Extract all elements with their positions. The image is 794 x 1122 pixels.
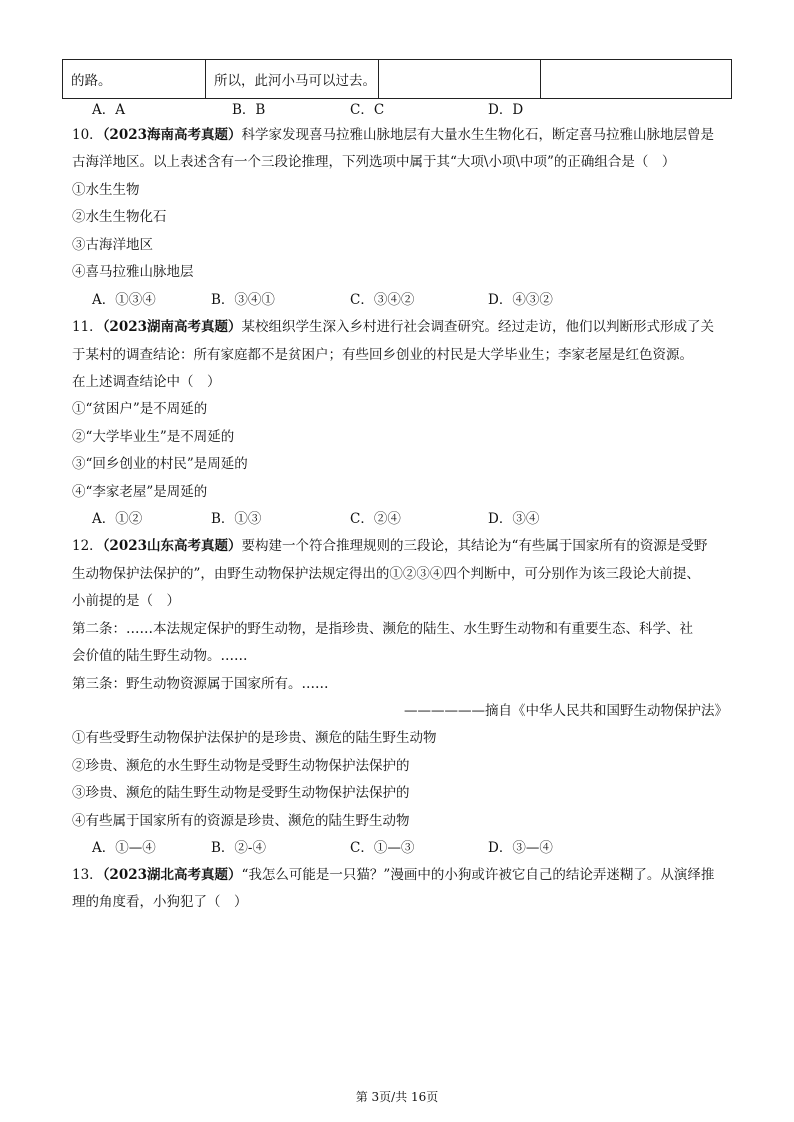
table-cell: 的路。: [63, 60, 206, 99]
option-b: B．B: [232, 102, 266, 118]
q11-stem-line1: [72, 318, 714, 336]
q12-item-4: ④有些属于国家所有的资源是珍贵、濒危的陆生野生动物: [72, 813, 410, 829]
option-d: D．D: [488, 102, 524, 118]
q13-stem-line1: [72, 866, 714, 884]
q11-stem-line2: 于某村的调查结论：所有家庭都不是贫困户；有些回乡创业的村民是大学毕业生；李家老屋是红色资源。: [72, 347, 693, 363]
question-text: 科学家发现喜马拉雅山脉地层有大量水生生物化石，断定喜马拉雅山脉地层曾是: [241, 127, 715, 143]
option-c: C．③④②: [350, 292, 415, 308]
page-footer: 第 3页/共 16页: [355, 1090, 439, 1104]
option-c: C．C: [350, 102, 385, 118]
q12-citation: ——————摘自《中华人民共和国野生动物保护法》: [404, 703, 728, 719]
q12-item-3: ③珍贵、濒危的陆生野生动物是受野生动物保护法保护的: [72, 785, 410, 801]
option-b: B．①③: [211, 511, 262, 527]
option-d: D．③—④: [488, 840, 553, 856]
q12-law-line3: 第三条：野生动物资源属于国家所有。……: [72, 676, 329, 692]
option-b: B．②-④: [211, 840, 266, 856]
option-a: A．①③④: [92, 292, 156, 308]
previous-question-table: [62, 59, 732, 99]
option-a: A．①②: [92, 511, 143, 527]
q11-item-4: ④“李家老屋”是周延的: [72, 484, 208, 500]
q10-item-1: ①水生生物: [72, 182, 140, 198]
table-cell: [541, 60, 732, 99]
option-d: D．④③②: [488, 292, 553, 308]
q12-item-1: ①有些受野生动物保护法保护的是珍贵、濒危的陆生野生动物: [72, 730, 437, 746]
question-text: 要构建一个符合推理规则的三段论，其结论为“有些属于国家所有的资源是受野: [241, 538, 708, 554]
q12-stem-line1: [72, 537, 707, 555]
q11-item-1: ①“贫困户”是不周延的: [72, 401, 208, 417]
question-source: （2023湖北高考真题）: [102, 867, 242, 883]
q10-item-2: ②水生生物化石: [72, 209, 167, 225]
question-source: （2023湖南高考真题）: [102, 319, 242, 335]
q11-item-2: ②“大学毕业生”是不周延的: [72, 429, 235, 445]
q12-law-line2: 会价值的陆生野生动物。……: [72, 648, 248, 664]
q10-item-3: ③古海洋地区: [72, 237, 153, 253]
q12-stem-line3: 小前提的是（ ）: [72, 593, 180, 609]
question-source: （2023海南高考真题）: [102, 127, 242, 143]
q12-stem-line2: 生动物保护法保护的”，由野生动物保护法规定得出的①②③④四个判断中，可分别作为该三段论大前提、: [72, 566, 700, 582]
option-a: A．①—④: [92, 840, 156, 856]
option-b: B．③④①: [211, 292, 275, 308]
question-number: 12．: [72, 538, 103, 554]
table-cell: 所以，此河小马可以过去。: [206, 60, 379, 99]
q10-stem-line2: 古海洋地区。以上表述含有一个三段论推理，下列选项中属于其“大项\小项\中项”的正确组合是（ ）: [72, 154, 676, 170]
q12-item-2: ②珍贵、濒危的水生野生动物是受野生动物保护法保护的: [72, 758, 410, 774]
question-number: 10．: [72, 127, 103, 143]
q13-stem-line2: 理的角度看，小狗犯了（ ）: [72, 894, 248, 910]
table-cell: [379, 60, 541, 99]
option-c: C．②④: [350, 511, 401, 527]
option-d: D．③④: [488, 511, 540, 527]
q12-law-line1: 第二条：……本法规定保护的野生动物，是指珍贵、濒危的陆生、水生野生动物和有重要生态、科学、社: [72, 621, 693, 637]
question-text: 某校组织学生深入乡村进行社会调查研究。经过走访，他们以判断形式形成了关: [241, 319, 715, 335]
q11-stem-line3: 在上述调查结论中（ ）: [72, 374, 221, 390]
table-row: [63, 60, 732, 99]
question-number: 11．: [72, 319, 103, 335]
option-a: A．A: [92, 102, 125, 118]
q11-item-3: ③“回乡创业的村民”是周延的: [72, 456, 248, 472]
question-number: 13．: [72, 867, 103, 883]
q10-item-4: ④喜马拉雅山脉地层: [72, 264, 194, 280]
option-c: C．①—③: [350, 840, 415, 856]
question-source: （2023山东高考真题）: [102, 538, 242, 554]
question-text: “我怎么可能是一只猫？”漫画中的小狗或许被它自己的结论弄迷糊了。从演绎推: [241, 867, 715, 883]
q10-stem-line1: [72, 126, 714, 144]
